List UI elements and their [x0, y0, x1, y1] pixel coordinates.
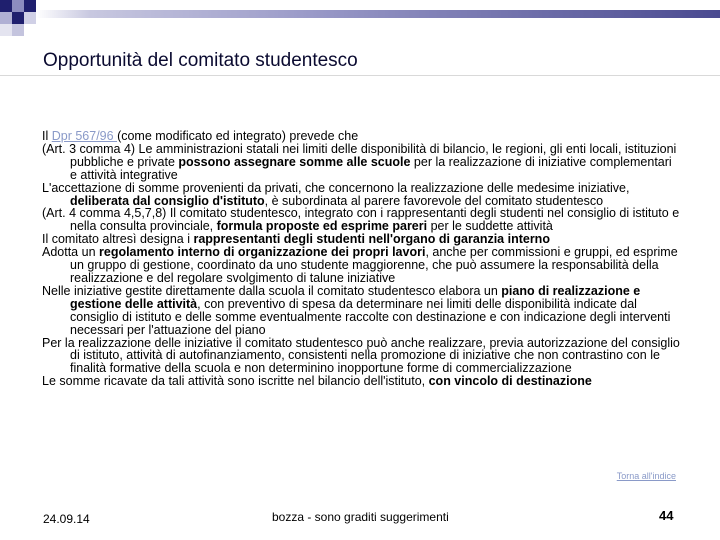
paragraph-text: per le suddette attività	[427, 219, 553, 234]
paragraph-text: , con preventivo di spesa da determinare nei limiti delle disponibilità indicate dal consiglio di istituto e delle somme eventualmente raccolte con destinazione e con indicazione degli interventi necessari per l'attuazione del piano	[70, 296, 671, 337]
footer-note: bozza - sono graditi suggerimenti	[272, 510, 449, 524]
paragraph-text: , anche per commissioni e gruppi, ed esprime un gruppo di gestione, coordinato da uno studente maggiorenne, che può assumere la responsabilità della realizzazione e del regolare svolgimento di talune iniziative	[70, 245, 678, 285]
body-paragraph	[42, 182, 682, 208]
paragraph-text: Nelle iniziative gestite direttamente dalla scuola il comitato studentesco elabora un	[42, 283, 502, 298]
bold-text: con vincolo di destinazione	[428, 374, 592, 389]
decoration-square	[12, 24, 24, 36]
body-paragraph	[42, 375, 682, 388]
dpr-link[interactable]: Dpr 567/96	[51, 129, 118, 143]
paragraph-text: Adotta un	[42, 245, 99, 260]
bold-text: regolamento interno di organizzazione dei propri lavori	[99, 245, 426, 260]
paragraph-text: Le somme ricavate da tali attività sono iscritte nel bilancio dell'istituto,	[42, 374, 429, 389]
footer-date: 24.09.14	[43, 512, 90, 526]
bold-text: rappresentanti degli studenti nell'organo di garanzia interno	[193, 232, 550, 247]
decoration-square	[36, 10, 720, 18]
paragraph-text: (Art. 3 comma 4) Le amministrazioni statali nei limiti delle disponibilità di bilancio, le regioni, gli enti locali, istituzioni pubbliche e private	[42, 141, 677, 169]
slide-title: Opportunità del comitato studentesco	[43, 50, 358, 71]
bold-text: deliberata dal consiglio d'istituto	[70, 193, 265, 208]
body-paragraph	[42, 285, 682, 337]
decoration-square	[12, 0, 24, 12]
decoration-square	[0, 12, 12, 24]
page-number: 44	[659, 508, 674, 523]
paragraph-text: Il comitato altresì designa i	[42, 232, 194, 247]
paragraph-text: Per la realizzazione delle iniziative il comitato studentesco può anche realizzare, previa autorizzazione del consiglio di istituto, attività di autofinanziamento, consistenti nella promozione di iniziative che non contrastino con le finalità formative della scuola e non determinino inopportune forme di commercializzazione	[42, 335, 680, 376]
return-to-index-link[interactable]: Torna all'indice	[616, 471, 676, 481]
body-paragraph	[42, 246, 682, 285]
paragraph-text: , è subordinata al parere favorevole del comitato studentesco	[264, 193, 604, 208]
bold-text: possono assegnare somme alle scuole	[178, 154, 411, 169]
paragraph-text: (come modificato ed integrato) prevede che	[117, 129, 359, 143]
body-paragraph	[42, 143, 682, 182]
decoration-square	[0, 24, 12, 36]
body-paragraph	[42, 337, 682, 376]
title-divider	[0, 75, 720, 76]
slide-body	[42, 130, 682, 388]
paragraph-text: per la realizzazione di iniziative complementari e attività integrative	[70, 154, 672, 182]
paragraph-text: (Art. 4 comma 4,5,7,8) Il comitato studentesco, integrato con i rappresentanti degli studenti nel consiglio di istituto e nella consulta provinciale,	[42, 206, 680, 234]
paragraph-text: L'accettazione di somme provenienti da privati, che concernono la realizzazione delle medesime iniziative,	[42, 180, 630, 195]
paragraph-text: Il	[42, 129, 52, 143]
decoration-square	[0, 0, 12, 12]
decoration-square	[24, 12, 36, 24]
bold-text: piano di realizzazione e gestione delle attività	[70, 283, 641, 311]
decoration-square	[24, 0, 36, 12]
bold-text: formula proposte ed esprime pareri	[216, 219, 428, 234]
body-paragraph	[42, 207, 682, 233]
decoration-square	[12, 12, 24, 24]
